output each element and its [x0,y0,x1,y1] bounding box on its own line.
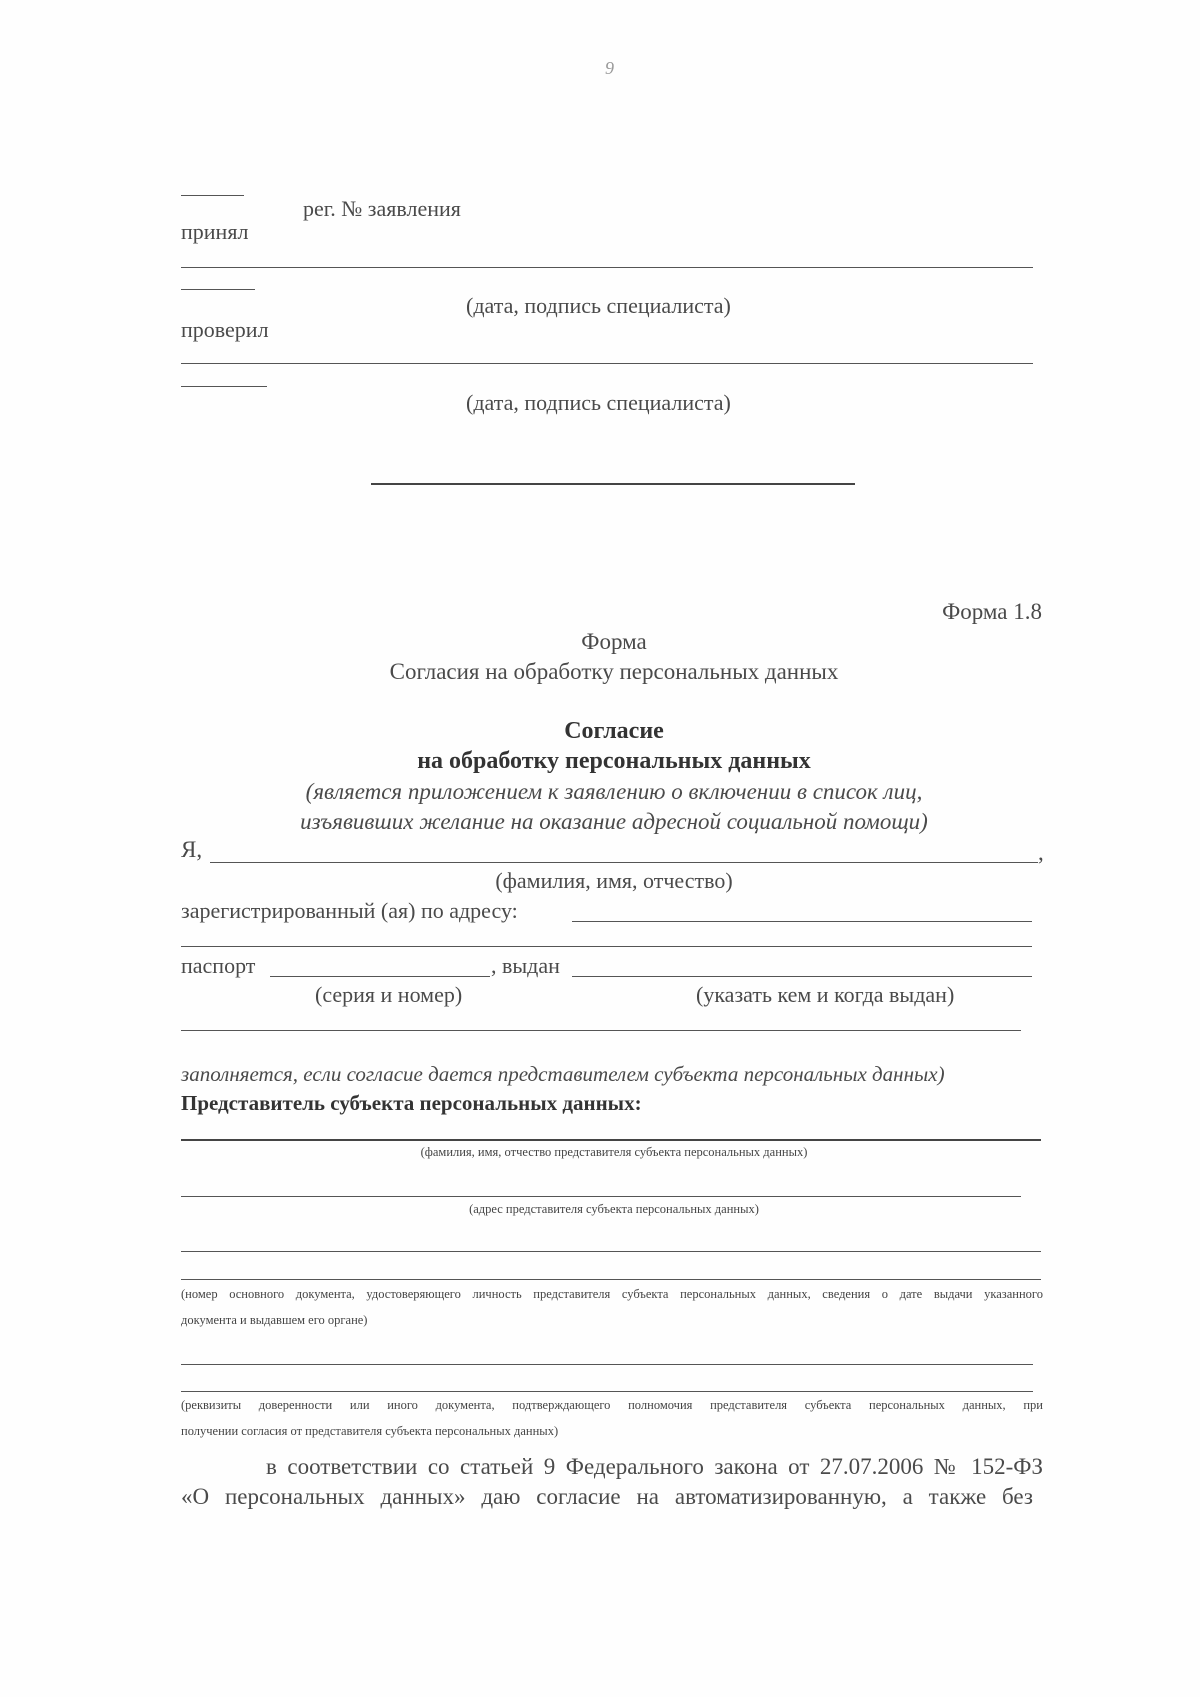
form-title: Форма [581,629,647,654]
rep-power-caption-line2: получении согласия от представителя субъекта персональных данных) [181,1424,559,1438]
consent-title-line2: на обработку персональных данных [417,748,811,774]
rep-address-line [181,1196,1021,1197]
registered-label: зарегистрированный (ая) по адресу: [181,898,518,923]
rep-doc-caption-line2: документа и выдавшем его органе) [181,1313,368,1327]
checked-caption: (дата, подпись специалиста) [466,390,731,415]
short-line [181,195,244,196]
body-text-line2: «О персональных данных» даю согласие на автоматизированную, а также без [181,1484,1033,1509]
checked-signature-line [181,363,1033,364]
rep-doc-caption-line1: (номер основного документа, удостоверяющего личность представителя субъекта персональных данных, сведения о дате выдачи указанного [181,1287,1043,1301]
consent-subtitle-line1: (является приложением к заявлению о включении в список лиц, [305,779,923,804]
rep-doc-line-2 [181,1279,1041,1280]
accepted-label: принял [181,219,249,244]
form-subtitle: Согласия на обработку персональных данных [389,659,839,684]
form-number: Форма 1.8 [942,599,1042,624]
rep-power-line [181,1364,1033,1365]
consent-subtitle-line2: изъявивших желание на оказание адресной социальной помощи) [300,809,928,834]
rep-power-caption-line1: (реквизиты доверенности или иного документа, подтверждающего полномочия представителя субъекта персональных данных, при [181,1398,1043,1412]
address-field-line-2 [181,946,1032,947]
representative-heading: Представитель субъекта персональных данных: [181,1091,642,1115]
short-line [181,289,255,290]
issued-label: , выдан [491,953,560,978]
short-line [181,386,267,387]
rep-address-caption: (адрес представителя субъекта персональных данных) [469,1202,759,1216]
passport-number-line [270,976,490,977]
rep-fio-caption: (фамилия, имя, отчество представителя субъекта персональных данных) [420,1145,808,1159]
checked-label: проверил [181,317,269,342]
rep-doc-line [181,1251,1041,1252]
fio-caption: (фамилия, имя, отчество) [495,868,733,893]
accepted-signature-line [181,267,1033,268]
accepted-caption: (дата, подпись специалиста) [466,293,731,318]
series-caption: (серия и номер) [315,982,463,1007]
passport-label: паспорт [181,953,256,978]
comma: , [1038,840,1044,865]
issued-by-line [572,976,1032,977]
address-field-line [572,921,1032,922]
issued-caption: (указать кем и когда выдан) [696,982,955,1007]
body-text-line1: в соответствии со статьей 9 Федерального закона от 27.07.2006 № 152-ФЗ [266,1454,1043,1479]
page-number: 9 [605,58,614,78]
reg-number-label: рег. № заявления [303,196,461,221]
rep-power-line-2 [181,1391,1033,1392]
separator-line [371,483,855,485]
fio-field-line [210,862,1038,863]
rep-fio-line [181,1139,1041,1141]
representative-note: заполняется, если согласие дается представителем субъекта персональных данных) [181,1062,945,1086]
i-label: Я, [181,837,203,862]
issued-by-line-2 [181,1030,1021,1031]
consent-title: Согласие [564,718,664,744]
